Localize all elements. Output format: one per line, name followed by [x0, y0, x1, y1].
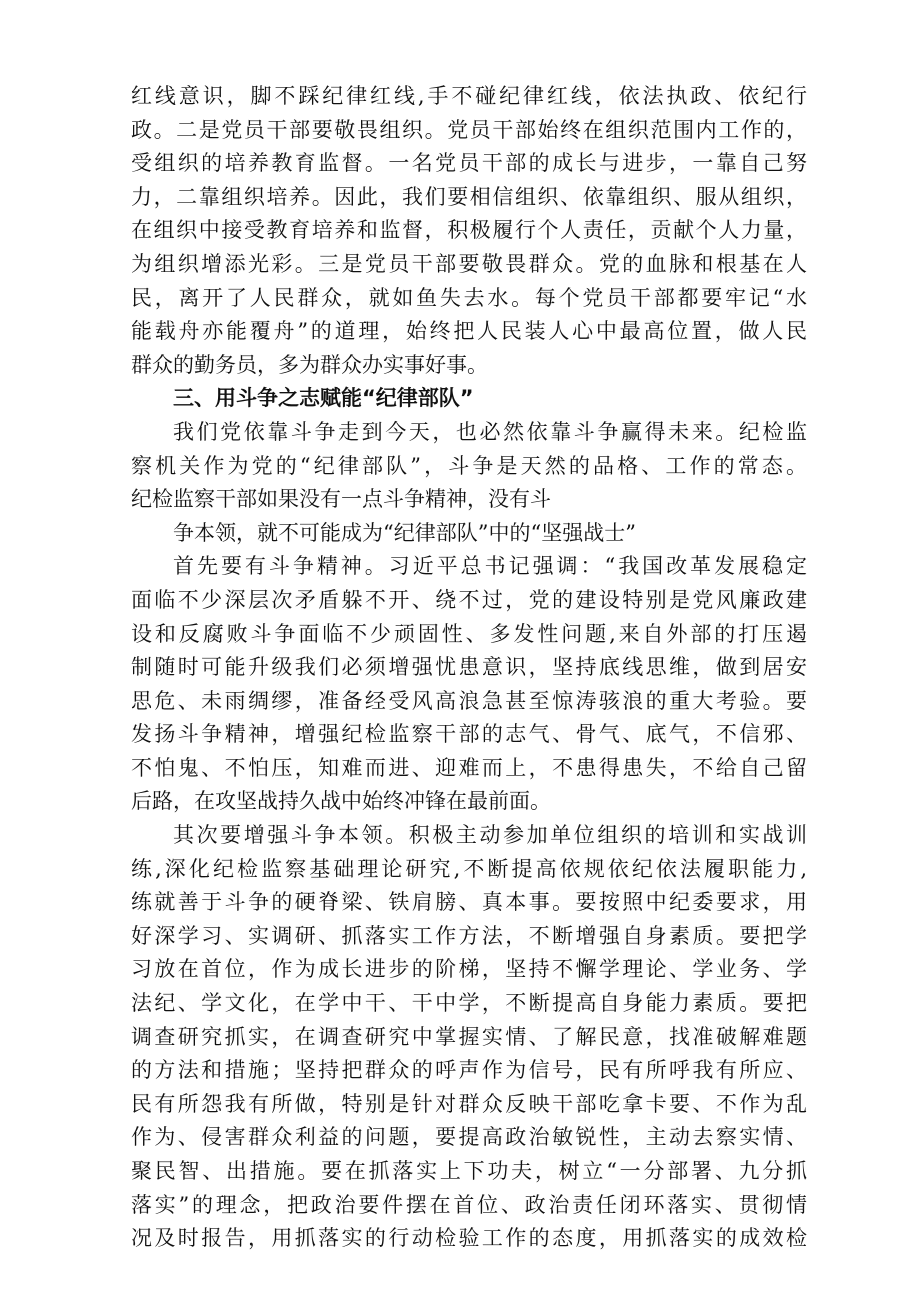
text-line: 法纪、学文化，在学中干、干中学，不断提高自身能力素质。要把 — [131, 991, 807, 1016]
text-line: 聚民智、出措施。要在抓落实上下功夫，树立“一分部署、九分抓 — [131, 1159, 807, 1183]
text-line: 我们党依靠斗争走到今天，也必然依靠斗争赢得未来。纪检监 — [173, 419, 807, 444]
text-line: 思危、未雨绸缪，准备经受风高浪急甚至惊涛骇浪的重大考验。要 — [131, 688, 807, 713]
section-heading: 三、用斗争之志赋能“纪律部队” — [173, 386, 474, 411]
text-line: 好深学习、实调研、抓落实工作方法，不断增强自身素质。要把学 — [131, 923, 807, 948]
text-line: 为组织增添光彩。三是党员干部要敬畏群众。党的血脉和根基在人 — [131, 251, 807, 276]
text-line: 作为、侵害群众利益的问题，要提高政治敏锐性，主动去察实情、 — [131, 1125, 807, 1150]
text-line: 能载舟亦能覆舟”的道理，始终把人民装人心中最高位置，做人民 — [131, 319, 807, 344]
text-line: 习放在首位，作为成长进步的阶梯，坚持不懈学理论、学业务、学 — [131, 957, 807, 982]
text-line: 况及时报告，用抓落实的行动检验工作的态度，用抓落实的成效检 — [131, 1226, 807, 1251]
text-line: 制随时可能升级我们必须增强忧患意识，坚持底线思维，做到居安 — [131, 655, 807, 680]
text-line: 群众的勤务员，多为群众办实事好事。 — [131, 352, 488, 377]
text-line: 不怕鬼、不怕压，知难而进、迎难而上，不患得患失，不给自己留 — [131, 755, 807, 780]
document-page — [131, 80, 807, 1256]
text-line: 民有所怨我有所做，特别是针对群众反映干部吃拿卡要、不作为乱 — [131, 1091, 807, 1116]
text-line: 设和反腐败斗争面临不少顽固性、多发性问题,来自外部的打压遏 — [131, 621, 807, 646]
text-line: 受组织的培养教育监督。一名党员干部的成长与进步，一靠自己努 — [131, 151, 807, 176]
text-line: 其次要增强斗争本领。积极主动参加单位组织的培训和实战训 — [173, 823, 807, 848]
text-line: 调查研究抓实，在调查研究中掌握实情、了解民意，找准破解难题 — [131, 1024, 807, 1049]
text-line: 后路，在攻坚战持久战中始终冲锋在最前面。 — [131, 789, 551, 814]
text-line: 力，二靠组织培养。因此，我们要相信组织、依靠组织、服从组织， — [131, 184, 807, 209]
text-line: 落实”的理念，把政治要件摆在首位、政治责任闭环落实、贯彻情 — [131, 1192, 807, 1217]
text-line: 的方法和措施；坚持把群众的呼声作为信号，民有所呼我有所应、 — [131, 1058, 807, 1083]
text-line: 在组织中接受教育培养和监督，积极履行个人责任，贡献个人力量， — [131, 218, 807, 243]
text-line: 发扬斗争精神，增强纪检监察干部的志气、骨气、底气，不信邪、 — [131, 722, 807, 747]
text-line: 察机关作为党的“纪律部队”，斗争是天然的品格、工作的常态。 — [131, 453, 807, 478]
text-line: 红线意识，脚不踩纪律红线,手不碰纪律红线，依法执政、依纪行 — [131, 84, 807, 108]
text-line: 首先要有斗争精神。习近平总书记强调：“我国改革发展稳定 — [173, 554, 807, 579]
text-line: 练,深化纪检监察基础理论研究,不断提高依规依纪依法履职能力, — [131, 856, 807, 881]
text-line: 练就善于斗争的硬脊梁、铁肩膀、真本事。要按照中纪委要求，用 — [131, 890, 807, 915]
text-line: 政。二是党员干部要敬畏组织。党员干部始终在组织范围内工作的， — [131, 117, 807, 142]
text-line: 面临不少深层次矛盾躲不开、绕不过，党的建设特别是党风廉政建 — [131, 587, 807, 612]
text-line: 纪检监察干部如果没有一点斗争精神，没有斗 — [131, 487, 551, 512]
text-line: 争本领，就不可能成为“纪律部队”中的“坚强战士” — [173, 520, 636, 545]
text-line: 民，离开了人民群众，就如鱼失去水。每个党员干部都要牢记“水 — [131, 285, 807, 310]
